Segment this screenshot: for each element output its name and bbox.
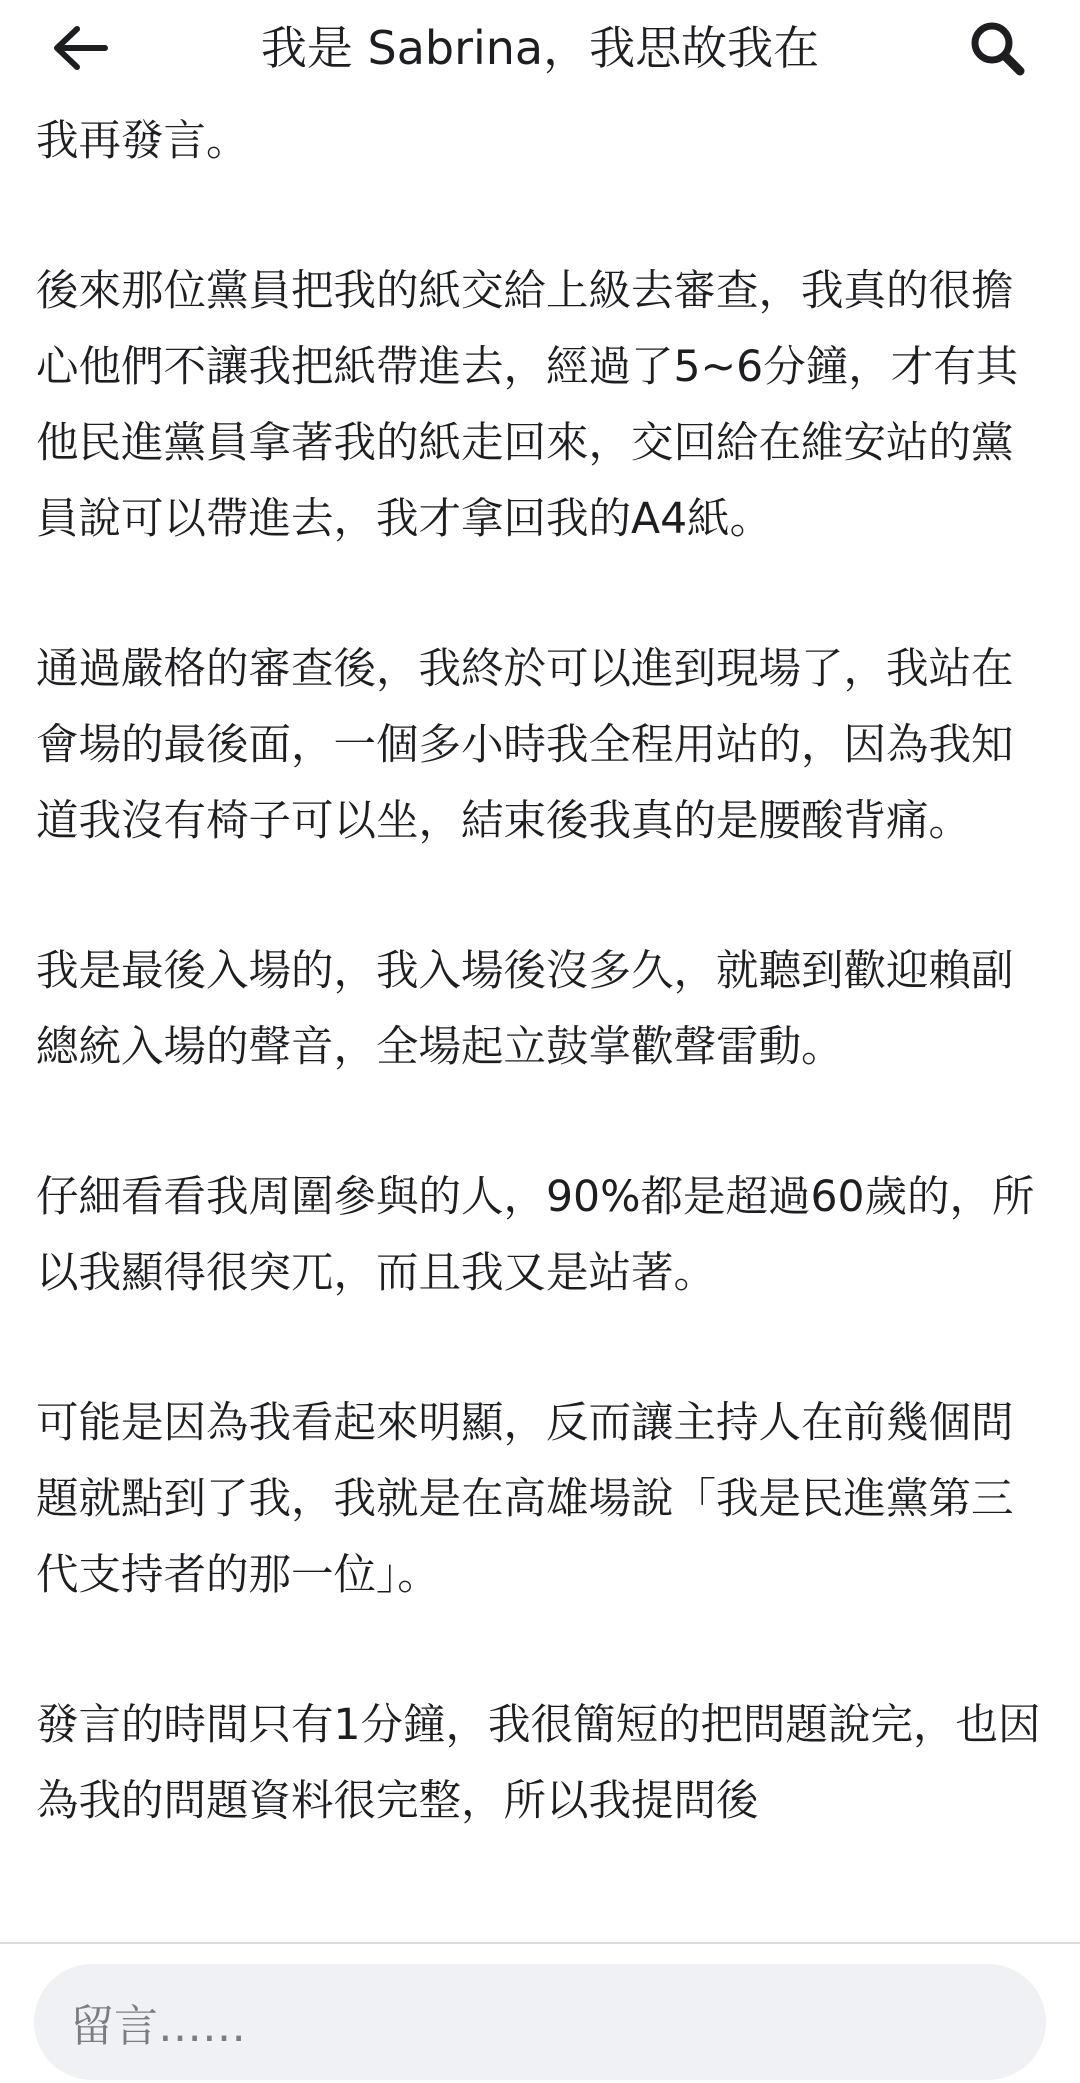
comment-composer — [0, 1942, 1080, 2083]
comment-placeholder: 留言…… — [70, 2001, 246, 2052]
search-icon — [967, 18, 1027, 78]
top-bar — [0, 0, 1080, 96]
post-body — [36, 104, 1046, 1940]
comment-input[interactable] — [34, 1964, 1046, 2080]
post-paragraph: 我再發言。 — [36, 117, 249, 166]
post-paragraph: 通過嚴格的審查後，我終於可以進到現場了，我站在會場的最後面，一個多小時我全程用站的，因為我知道我沒有椅子可以坐，結束後我真的是腰酸背痛。 — [36, 645, 1014, 846]
post-paragraph: 我是最後入場的，我入場後沒多久，就聽到歡迎賴副總統入場的聲音，全場起立鼓掌歡聲雷動。 — [36, 947, 1014, 1072]
arrow-left-icon — [49, 23, 109, 73]
page-title: 我是 Sabrina，我思故我在 — [260, 21, 820, 75]
back-button[interactable] — [44, 18, 114, 78]
search-button[interactable] — [962, 18, 1032, 78]
post-paragraph: 後來那位黨員把我的紙交給上級去審查，我真的很擔心他們不讓我把紙帶進去，經過了5~6分鐘，才有其他民進黨員拿著我的紙走回來，交回給在維安站的黨員說可以帶進去，我才拿回我的A4紙。 — [36, 267, 1019, 544]
post-paragraph: 仔細看看我周圍參與的人，90%都是超過60歲的，所以我顯得很突兀，而且我又是站著。 — [36, 1173, 1035, 1298]
post-paragraph: 發言的時間只有1分鐘，我很簡短的把問題說完，也因為我的問題資料很完整，所以我提問後 — [36, 1701, 1041, 1826]
post-paragraph: 可能是因為我看起來明顯，反而讓主持人在前幾個問題就點到了我，我就是在高雄場說「我是民進黨第三代支持者的那一位」。 — [36, 1399, 1014, 1600]
